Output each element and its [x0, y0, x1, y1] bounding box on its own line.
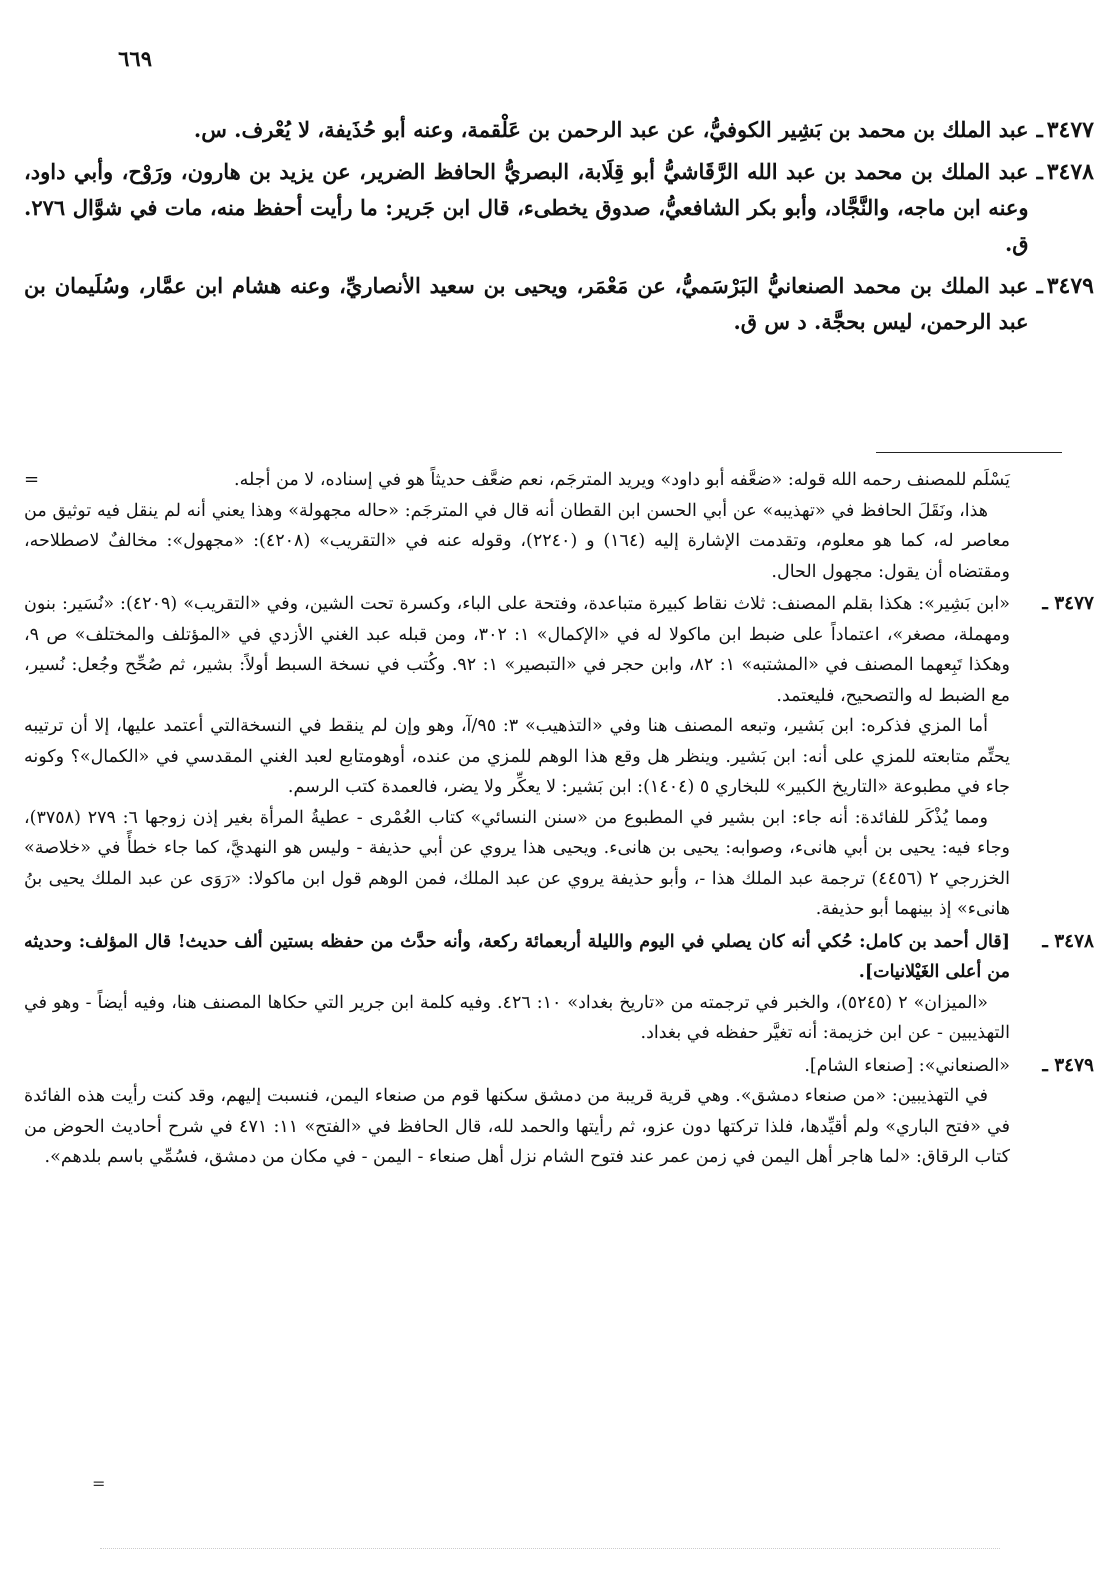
- note-body: «ابن بَشِير»: هكذا بقلم المصنف: ثلاث نقاط كبيرة متباعدة، وفتحة على الباء، وكسرة تحت الشين، وفي «التقريب» (٤٢٠٩): «نُسَير: بنون ومهملة، مصغر»، اعتماداً على ضبط ابن ماكولا له في «الإكمال» ١: ٣٠٢، ومن قبله عبد الغني الأزدي في «المؤتلف والمختلف» ص ٩، وهكذا تَبِعهما المصنف في «المشتبه» ١: ٨٢، وابن حجر في «التبصير» ١: ٩٢. وكُتب في نسخة السبط أولاً: بشير، ثم صُحِّح وجُعل: نُسير، مع الضبط له والتصحيح، فليعتمد.: [24, 594, 1010, 706]
- note-continuation: [24, 465, 1094, 496]
- entry-3477: [24, 112, 1094, 148]
- note-number: ٣٤٧٧ ـ: [1042, 593, 1094, 614]
- footer-continuation-mark: =: [92, 1474, 106, 1493]
- note-3477: [24, 589, 1094, 711]
- entry-dash: ـ: [1036, 159, 1043, 184]
- note-paragraph: هذا، ونَقَلَ الحافظ في «تهذيبه» عن أبي الحسن ابن القطان أنه قال في المترجَم: «حاله مجهولة» وهذا يعني أنه لم ينقل فيه توثيق من معاصر له، كما هو معلوم، وتقدمت الإشارة إليه (١٦٤) و (٢٢٤٠)، وقوله عنه في «التقريب» (٤٢٠٨): «مجهول»: مخالفٌ لاصطلاحه، ومقتضاه أن يقول: مجهول الحال.: [24, 500, 1010, 582]
- note-3478: [24, 927, 1094, 988]
- note-3479: [24, 1051, 1094, 1082]
- note-body: «الصنعاني»: [صنعاء الشام].: [804, 1055, 1010, 1076]
- entry-text: عبد الملك بن محمد بن عبد الله الرَّقَاشيُّ أبو قِلَابة، البصريُّ الحافظ الضرير، عن يزيد بن هارون، ورَوْح، وأبي داود، وعنه ابن ماجه، والنَّجَّاد، وأبو بكر الشافعيُّ، صدوق يخطىء، قال ابن جَرير: ما رأيت أحفظ منه، مات في شوَّال ٢٧٦. ق.: [24, 159, 1029, 256]
- footnotes: [24, 465, 1094, 1173]
- entry-number: ٣٤٧٨: [1046, 159, 1094, 185]
- note-paragraph: «الميزان» ٢ (٥٢٤٥)، والخبر في ترجمته من «تاريخ بغداد» ١٠: ٤٢٦. وفيه كلمة ابن جرير التي حكاها المصنف هنا، وفيه أيضاً - وهو في التهذيبين - عن ابن خزيمة: أنه تغيَّر حفظه في بغداد.: [24, 992, 1010, 1043]
- entry-dash: ـ: [1036, 273, 1043, 298]
- entry-number: ٣٤٧٧: [1046, 117, 1094, 143]
- footnote-divider: [876, 452, 1062, 453]
- note-number: ٣٤٧٨ ـ: [1042, 930, 1094, 952]
- main-entries: [24, 112, 1094, 346]
- entry-number: ٣٤٧٩: [1046, 273, 1094, 299]
- entry-dash: ـ: [1036, 117, 1043, 142]
- entry-3478: [24, 154, 1094, 262]
- note-body: [قال أحمد بن كامل: حُكي أنه كان يصلي في اليوم والليلة أربعمائة ركعة، وأنه حدَّث من حفظه بستين ألف حديث! قال المؤلف: وحديثه من أعلى الغَيْلانيات].: [24, 931, 1010, 982]
- note-paragraph: ومما يُذْكَر للفائدة: أنه جاء: ابن بشير في المطبوع من «سنن النسائي» كتاب العُمْرى - عطيةُ المرأة بغير إذن زوجها ٦: ٢٧٩ (٣٧٥٨)، وجاء فيه: يحيى بن أبي هانىء، وصوابه: يحيى بن هانىء. ويحيى هذا يروي عن أبي حذيفة - وليس هو النهديَّ، كما جاء خطأً في «خلاصة» الخزرجي ٢ (٤٤٥٦) ترجمة عبد الملك هذا -، وأبو حذيفة يروي عن عبد الملك، فمن الوهم قول ابن ماكولا: «رَوَى عن عبد الملك يحيى بنُ هانىء» إذ بينهما أبو حذيفة.: [24, 807, 1011, 919]
- entry-text: عبد الملك بن محمد الصنعانيُّ البَرْسَميُّ، عن مَعْمَر، ويحيى بن سعيد الأنصاريِّ، وعنه هشام ابن عمَّار، وسُلَيمان بن عبد الرحمن، ليس بحجَّة. د س ق.: [24, 273, 1029, 334]
- note-paragraph: أما المزي فذكره: ابن بَشير، وتبعه المصنف هنا وفي «التذهيب» ٣: ٩٥/آ، وهو وإن لم ينقط في النسخةالتي أعتمد عليها، إلا أن ترتيبه يحتِّم متابعته للمزي على أنه: ابن بَشير. وينظر هل وقع هذا الوهم للمزي من عنده، أوهومتابع لعبد الغني المقدسي في «الكمال»؟ وكونه جاء في مطبوعة «التاريخ الكبير» للبخاري ٥ (١٤٠٤): ابن بَشير: لا يعكِّر ولا يضر، فالعمدة كتب الرسم.: [24, 716, 1010, 797]
- entry-text: عبد الملك بن محمد بن بَشِير الكوفيُّ، عن عبد الرحمن بن عَلْقمة، وعنه أبو حُذَيفة، لا يُعْرف. س.: [193, 117, 1029, 142]
- note-paragraph: في التهذيبين: «من صنعاء دمشق». وهي قرية قريبة من دمشق سكنها قوم من صنعاء اليمن، فنسبت إليهم، وقد كنت رأيت هذه الفائدة في «فتح الباري» ولم أقيِّدها، فلذا تركتها دون عزو، ثم رأيتها والحمد لله، قال الحافظ في «الفتح» ١١: ٤٧١ في شرح أحاديث الحوض من كتاب الرقاق: «لما هاجر أهل اليمن في زمن عمر عند فتوح الشام نزل أهل صنعاء - اليمن - في مكان من دمشق، فسُمِّي باسم بلدهم».: [24, 1086, 1011, 1167]
- scan-edge: [100, 1548, 1000, 1549]
- note-continuation-text: يَسْلَم للمصنف رحمه الله قوله: «ضعَّفه أبو داود» ويريد المترجَم، نعم ضعَّف حديثاً هو في إسناده، لا من أجله.: [234, 470, 1010, 490]
- continuation-mark: =: [24, 469, 40, 490]
- note-number: ٣٤٧٩ ـ: [1042, 1054, 1094, 1076]
- page-number: ٦٦٩: [118, 46, 152, 71]
- entry-3479: [24, 268, 1094, 340]
